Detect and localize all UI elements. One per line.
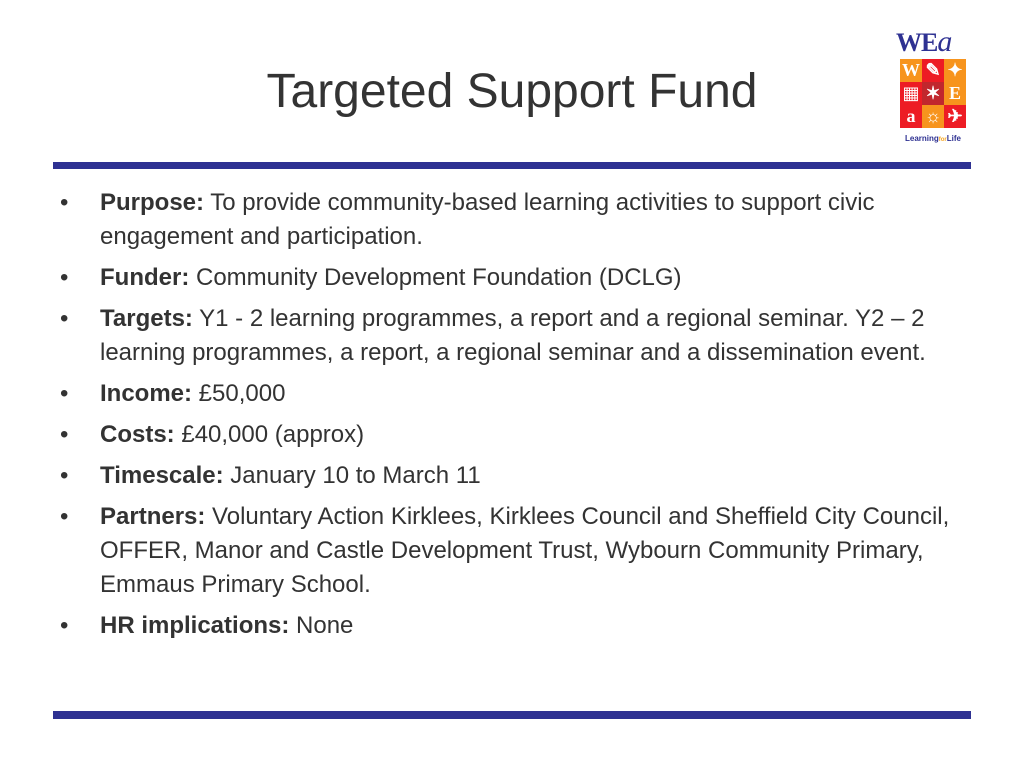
bullet-text: January 10 to March 11 [223,462,481,489]
logo-tile: a [900,105,922,128]
bullet-dot: • [60,421,69,448]
bullet-label: Targets: [100,305,193,332]
bullet-text: To provide community-based learning activities to support civic engagement and participation. [100,189,875,250]
logo-tile: W [902,60,920,80]
logo-tile: ☼ [922,105,944,128]
bullet-dot: • [60,305,69,332]
bullet-text: Community Development Foundation (DCLG) [189,264,682,291]
bullet-label: Costs: [100,421,175,448]
bullet-text: £40,000 (approx) [174,421,365,448]
logo-tagline-life: Life [946,134,961,143]
top-divider [53,162,971,169]
bullet-dot: • [60,264,69,291]
bullet-text: None [289,612,354,639]
logo-tile: ▦ [900,82,922,105]
bullet-list [58,186,958,650]
logo-wordmark-a: a [937,25,952,58]
bullet-targets [58,302,958,370]
bullet-text: Voluntary Action Kirklees, Kirklees Council and Sheffield City Council, OFFER, Manor and Castle Development Trust, Wybourn Community Primary, Emmaus Primary School. [100,503,950,598]
bullet-text: £50,000 [192,380,286,407]
logo-tagline-learning: Learning [904,134,939,143]
logo-mosaic [900,59,966,128]
logo-tile: E [944,82,966,105]
bullet-label: Timescale: [100,462,224,489]
bullet-label: Purpose: [100,189,205,216]
bullet-funder [58,261,958,295]
logo-wordmark [896,25,952,58]
logo-wordmark-we: WE [896,28,938,57]
wea-logo [894,25,972,148]
slide-title: Targeted Support Fund [266,65,758,118]
bullet-costs [58,418,958,452]
bottom-divider [53,711,971,719]
bullet-income [58,377,958,411]
bullet-label: HR implications: [100,612,290,639]
logo-tile: ✦ [944,59,966,82]
bullet-partners [58,500,958,602]
bullet-dot: • [60,462,69,489]
bullet-hr-implications [58,609,958,643]
logo-tagline-for: for [938,137,947,143]
bullet-dot: • [60,503,69,530]
bullet-label: Funder: [100,264,190,291]
bullet-dot: • [60,612,69,639]
bullet-dot: • [60,380,69,407]
logo-tile: ✶ [922,82,944,105]
bullet-timescale [58,459,958,493]
logo-tile: ✈ [944,105,966,128]
logo-tile: ✎ [922,59,944,82]
bullet-text: Y1 - 2 learning programmes, a report and a regional seminar. Y2 – 2 learning programmes, a report, a regional seminar and a dissemination event. [100,305,926,366]
logo-tagline [894,134,972,143]
bullet-dot: • [60,189,69,216]
bullet-label: Partners: [100,503,206,530]
bullet-label: Income: [100,380,193,407]
bullet-purpose [58,186,958,254]
